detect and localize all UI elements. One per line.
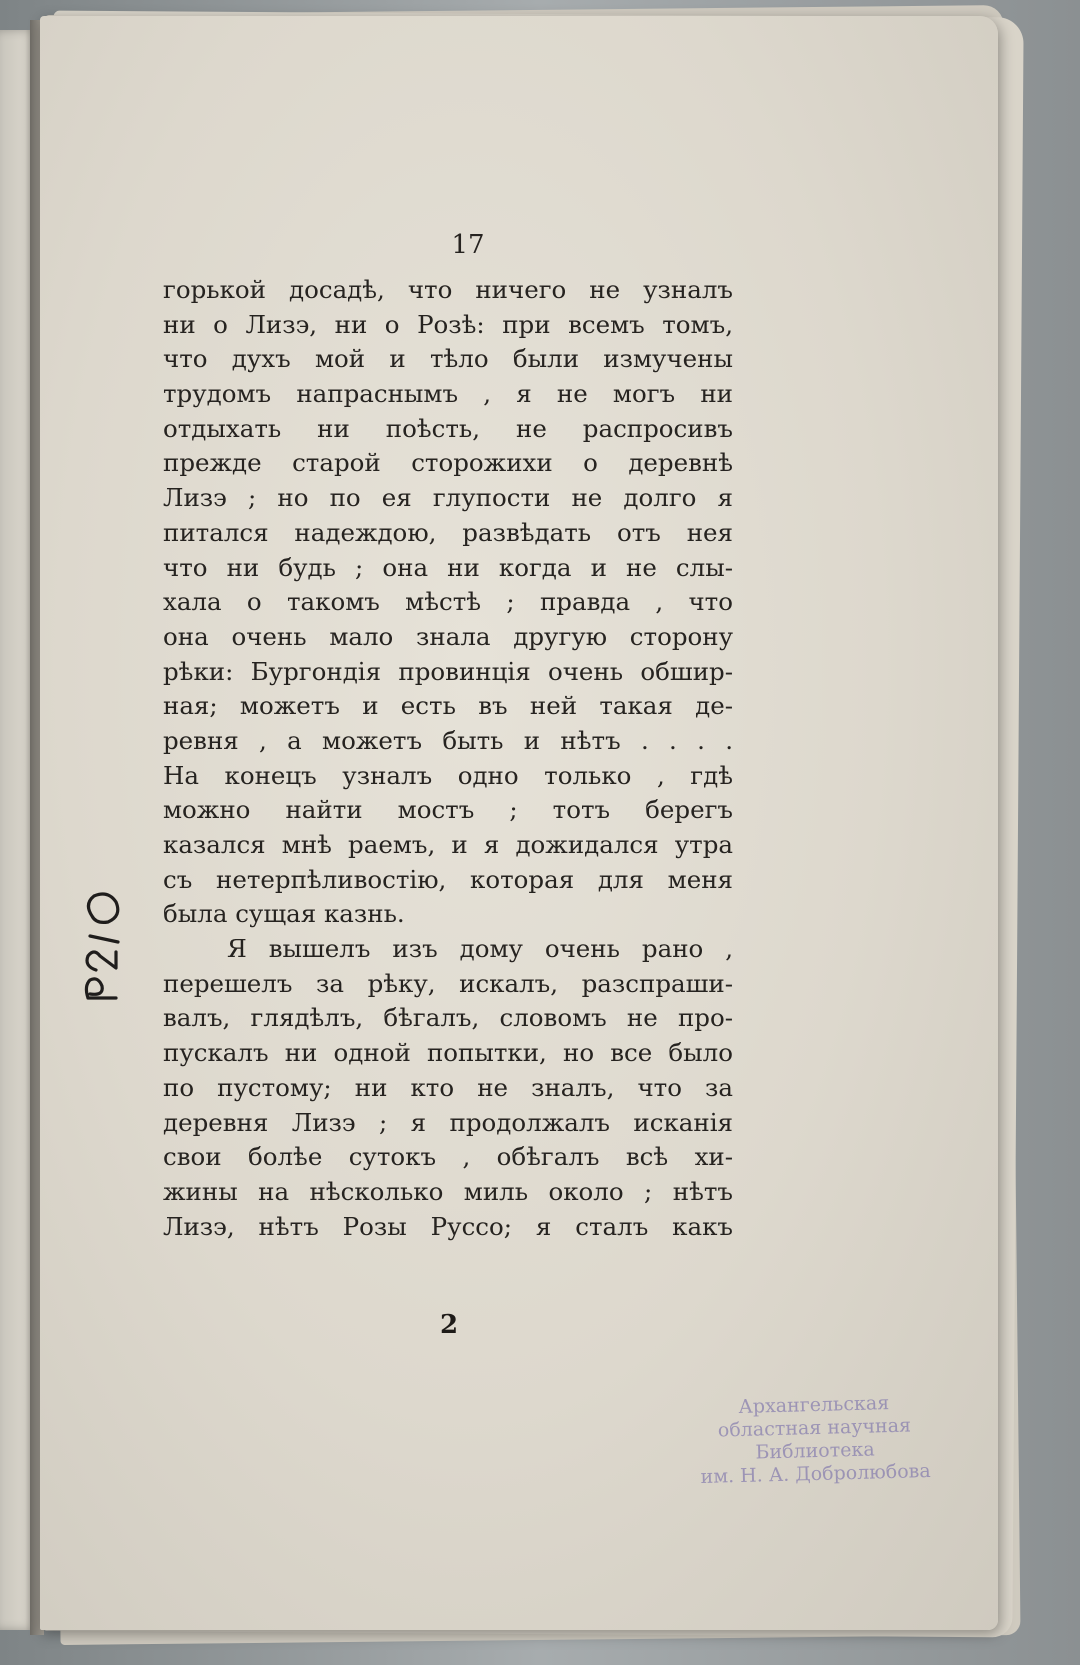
handwritten-shelfmark	[76, 886, 136, 1006]
text-line: ревня , а можетъ быть и нѣтъ . . . .	[163, 725, 733, 755]
text-line: отдыхать ни поѣсть, не распросивъ	[163, 413, 733, 443]
text-line: Я вышелъ изъ дому очень рано ,	[227, 934, 733, 964]
signature-mark: 2	[440, 1310, 459, 1340]
text-line: питался надеждою, развѣдать отъ нея	[163, 517, 733, 547]
text-line: по пустому; ни кто не зналъ, что за	[163, 1072, 733, 1102]
text-line: казался мнѣ раемъ, и я дожидался утра	[163, 830, 733, 859]
text-line: ная; можетъ и есть въ ней такая де-	[163, 691, 733, 721]
stamp-line: Библиотека	[755, 1438, 875, 1464]
text-line: прежде старой сторожихи о деревнѣ	[163, 448, 733, 478]
text-line: ни о Лизэ, ни о Розѣ: при всемъ томъ,	[163, 309, 733, 339]
stamp-line: областная научная	[717, 1414, 912, 1442]
text-line: хала о такомъ мѣстѣ ; правда , что	[163, 587, 733, 617]
text-line: На конецъ узналъ одно только , гдѣ	[163, 760, 733, 790]
text-line: была сущая казнь.	[163, 899, 405, 929]
text-block	[163, 231, 733, 1244]
text-line: она очень мало знала другую сторону	[163, 621, 733, 651]
library-stamp	[679, 1390, 952, 1507]
stamp-line: им. Н. А. Добролюбова	[700, 1459, 931, 1488]
text-line: жины на нѣсколько миль около ; нѣтъ	[163, 1176, 733, 1206]
text-line: деревня Лизэ ; я продолжалъ исканія	[163, 1107, 733, 1137]
text-line: перешелъ за рѣку, искалъ, разспраши-	[163, 968, 733, 998]
text-line: рѣки: Бургондія провинція очень обшир-	[163, 656, 733, 686]
text-line: валъ, глядѣлъ, бѣгалъ, словомъ не про-	[163, 1003, 733, 1033]
stamp-line: Архангельская	[738, 1392, 890, 1418]
text-line: Лизэ, нѣтъ Розы Руссо; я сталъ какъ	[163, 1211, 733, 1241]
text-line: Лизэ ; но по ея глупости не долго я	[163, 483, 733, 513]
text-line: что ни будь ; она ни когда и не слы-	[163, 552, 733, 582]
text-line: горькой досадѣ, что ничего не узналъ	[163, 275, 733, 304]
page-number: 17	[451, 230, 485, 260]
text-line: трудомъ напраснымъ , я не могъ ни	[163, 379, 733, 409]
text-line: что духъ мой и тѣло были измучены	[163, 344, 733, 374]
book-page	[40, 16, 998, 1630]
text-line: пускалъ ни одной попытки, но все было	[163, 1038, 733, 1068]
text-line: свои болѣе сутокъ , обѣгалъ всѣ хи-	[163, 1142, 733, 1172]
text-line: съ нетерпѣливостію, которая для меня	[163, 864, 733, 894]
text-line: можно найти мостъ ; тотъ берегъ	[163, 795, 733, 825]
